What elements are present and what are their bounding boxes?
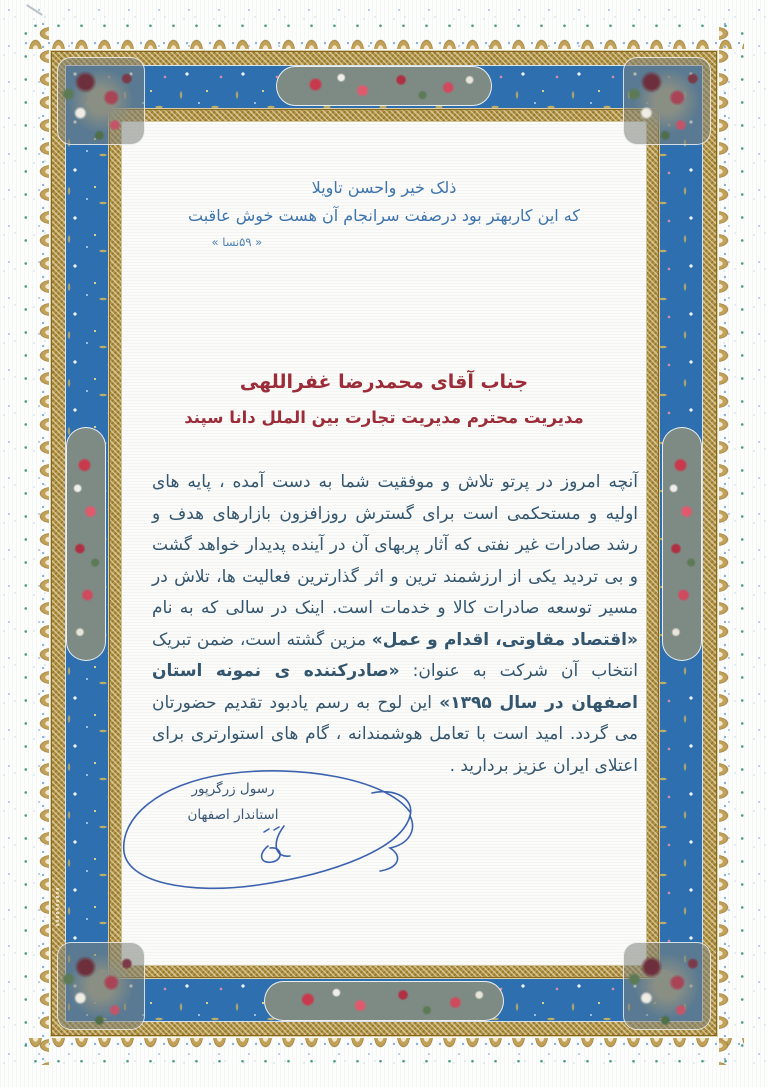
recipient-block (122, 367, 646, 431)
quote-line-1: ذلک خیر واحسن تاویلا (311, 178, 457, 197)
flower-cartouche-top (276, 66, 492, 106)
recipient-name: جناب آقای محمدرضا غفراللهی (239, 371, 529, 393)
signatory-name: رسول زرگرپور (191, 781, 275, 797)
corner-flower-cluster-bottom-left (57, 942, 145, 1030)
flower-cartouche-left (66, 427, 106, 661)
body-segment-1: آنچه امروز در پرتو تلاش و موفقیت شما به دست آمده ، پایه های اولیه و مستحکمی است برای گسترش روزافزون بازارهای هدف و رشد صادرات غیر نفتی که آثار پربهای آن در آینده پدیدار خواهد گشت و بی تردید یکی از ارزشمند ترین و اثر گذارترین فعالیت ها، تلاش در مسیر توسعه صادرات کالا و خدمات است. اینک در سالی که به نام (152, 472, 638, 618)
body-segment-2-bold: «اقتصاد مقاوتی، اقدام و عمل» (371, 629, 638, 650)
corner-flower-cluster-top-left (57, 57, 145, 145)
print-credit-mark (56, 886, 59, 926)
flower-cartouche-right (662, 427, 702, 661)
crenellation-border-top (24, 22, 744, 49)
crenellation-border-right (719, 22, 746, 1065)
quote-line-2: که این کاربهتر بود درصفت سرانجام آن هست خوش عاقبت (188, 206, 580, 225)
quote-source-reference: « ۵۹نسا » (211, 235, 263, 249)
recipient-title: مدیریت محترم مدیریت تجارت بین الملل دانا سپند (184, 408, 584, 427)
certificate-body-text (122, 467, 646, 782)
body-segment-3: مزین گشته است، ضمن تبریک انتخاب آن شرکت به عنوان: (152, 629, 638, 681)
body-segment-4-bold: «صادرکننده ی نمونه استان اصفهان در سال ۱۳۹۵» (152, 661, 638, 713)
corner-flower-cluster-bottom-right (623, 942, 711, 1030)
signatory-title: استاندار اصفهان (187, 807, 279, 823)
flower-cartouche-bottom (264, 981, 504, 1021)
crenellation-border-left (22, 22, 49, 1065)
signatory-block (163, 776, 303, 828)
quran-quote-block (122, 122, 646, 249)
corner-flower-cluster-top-right (623, 57, 711, 145)
body-segment-5: این لوح به رسم یادبود تقدیم حضورتان می گردد. امید است با تعامل هوشمندانه ، گام های استوارتری برای اعتلای ایران عزیز بردارید . (152, 692, 638, 776)
crenellation-border-bottom (24, 1038, 744, 1065)
